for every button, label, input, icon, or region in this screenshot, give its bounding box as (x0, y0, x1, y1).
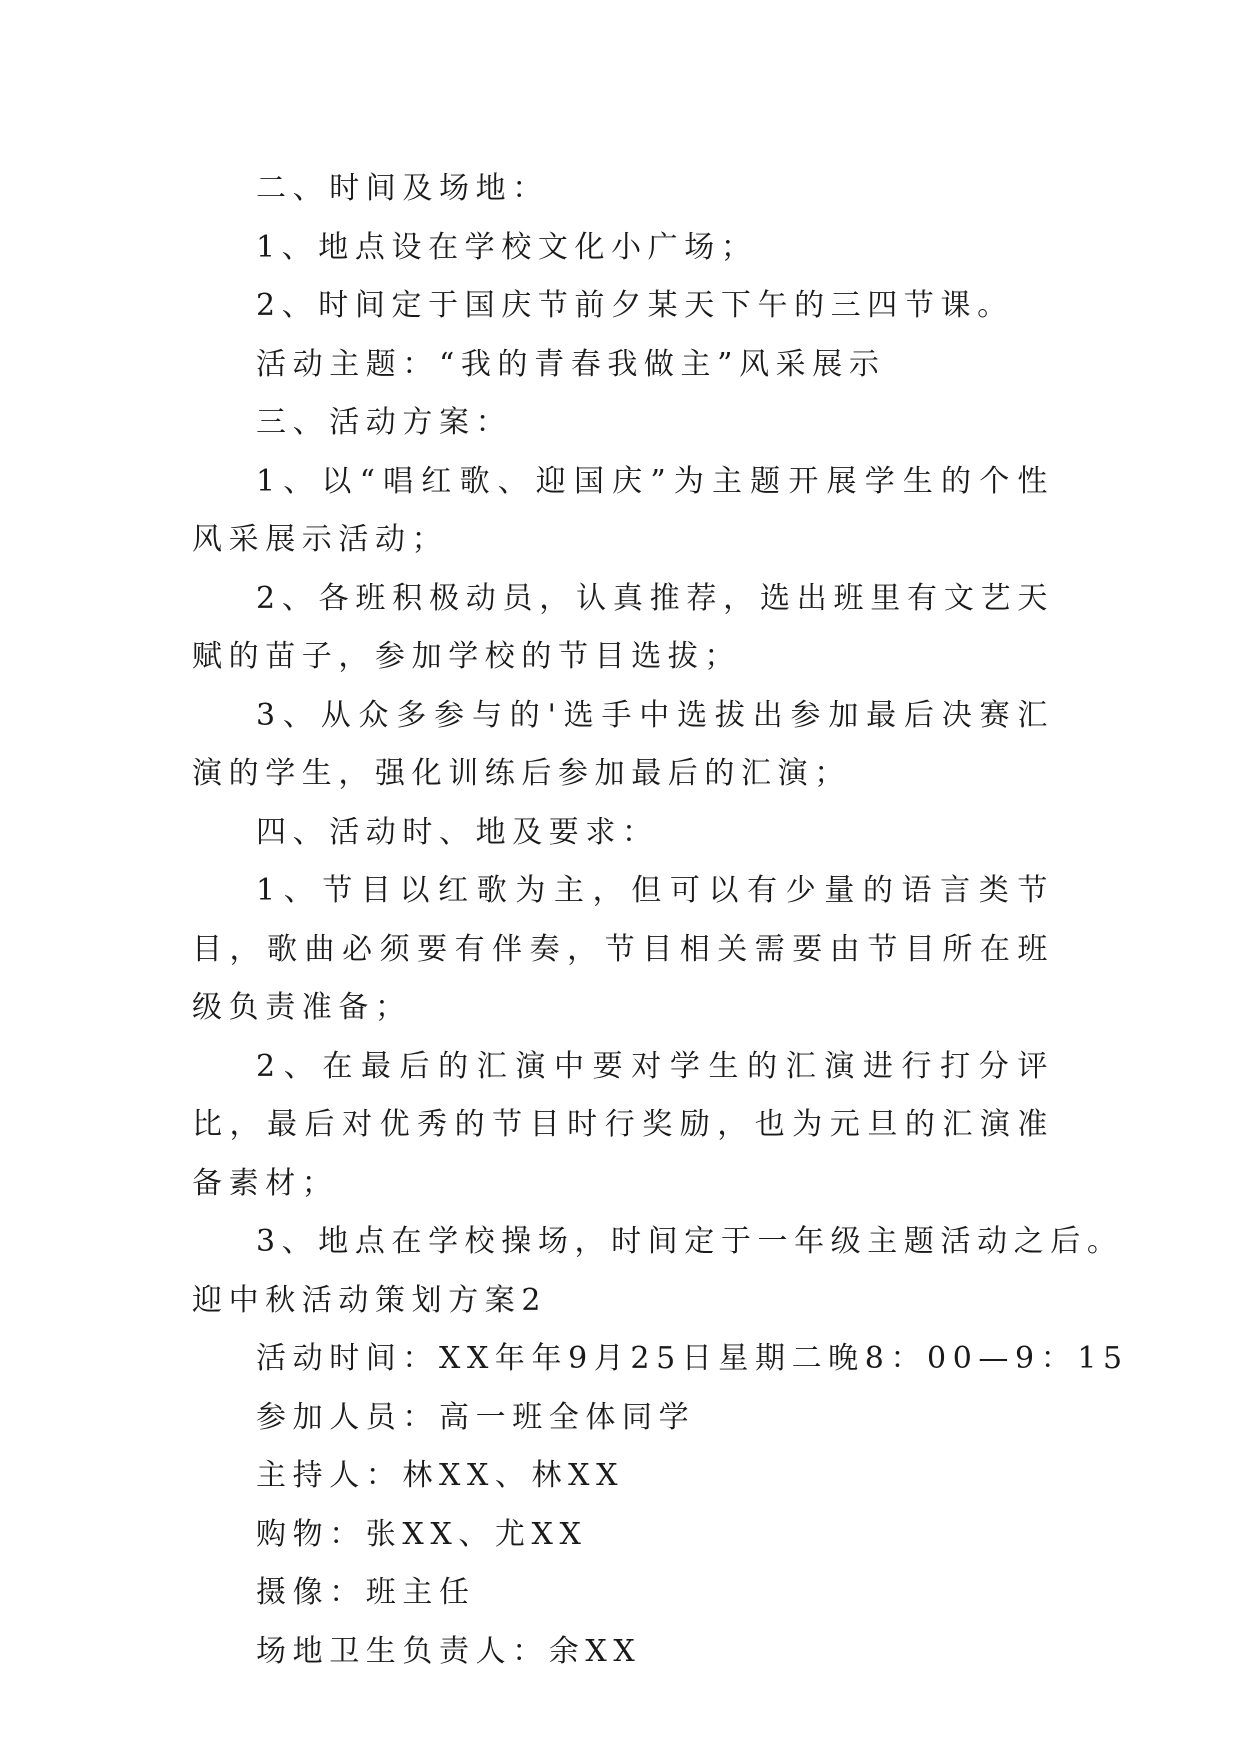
paragraph: 2、各班积极动员，认真推荐，选出班里有文艺天赋的苗子，参加学校的节目选拔； (192, 580, 1054, 674)
detail-line: 参加人员：高一班全体同学 (256, 1399, 696, 1435)
paragraph-line: 2、时间定于国庆节前夕某天下午的三四节课。 (256, 288, 1014, 323)
document-body (192, 160, 1129, 1681)
section-heading-plan: 三、活动方案： (256, 405, 513, 440)
detail-line: 活动时间：XX年年9月25日星期二晚8：00—9：15 (256, 1341, 1129, 1376)
document-title: 迎中秋活动策划方案2 (192, 1282, 548, 1318)
paragraph-line: 3、地点在学校操场，时间定于一年级主题活动之后。 (256, 1224, 1124, 1259)
paragraph: 2、在最后的汇演中要对学生的汇演进行打分评比，最后对优秀的节目时行奖励，也为元旦的汇演准备素材； (192, 1048, 1054, 1201)
detail-line: 购物：张XX、尤XX (256, 1516, 588, 1552)
detail-line: 摄像：班主任 (256, 1575, 476, 1610)
activity-theme-line: 活动主题：“我的青春我做主”风采展示 (256, 346, 886, 382)
detail-line: 主持人：林XX、林XX (256, 1458, 625, 1493)
section-heading-time-venue: 二、时间及场地： (256, 171, 549, 206)
paragraph: 1、节目以红歌为主，但可以有少量的语言类节目，歌曲必须要有伴奏，节目相关需要由节目所在班级负责准备； (192, 873, 1054, 1025)
detail-line: 场地卫生负责人：余XX (256, 1633, 642, 1669)
paragraph: 1、以“唱红歌、迎国庆”为主题开展学生的个性风采展示活动； (192, 463, 1054, 557)
paragraph: 3、从众多参与的'选手中选拔出参加最后决赛汇演的学生，强化训练后参加最后的汇演； (192, 697, 1054, 791)
paragraph-line: 1、地点设在学校文化小广场； (256, 229, 758, 265)
section-heading-requirements: 四、活动时、地及要求： (256, 814, 659, 850)
